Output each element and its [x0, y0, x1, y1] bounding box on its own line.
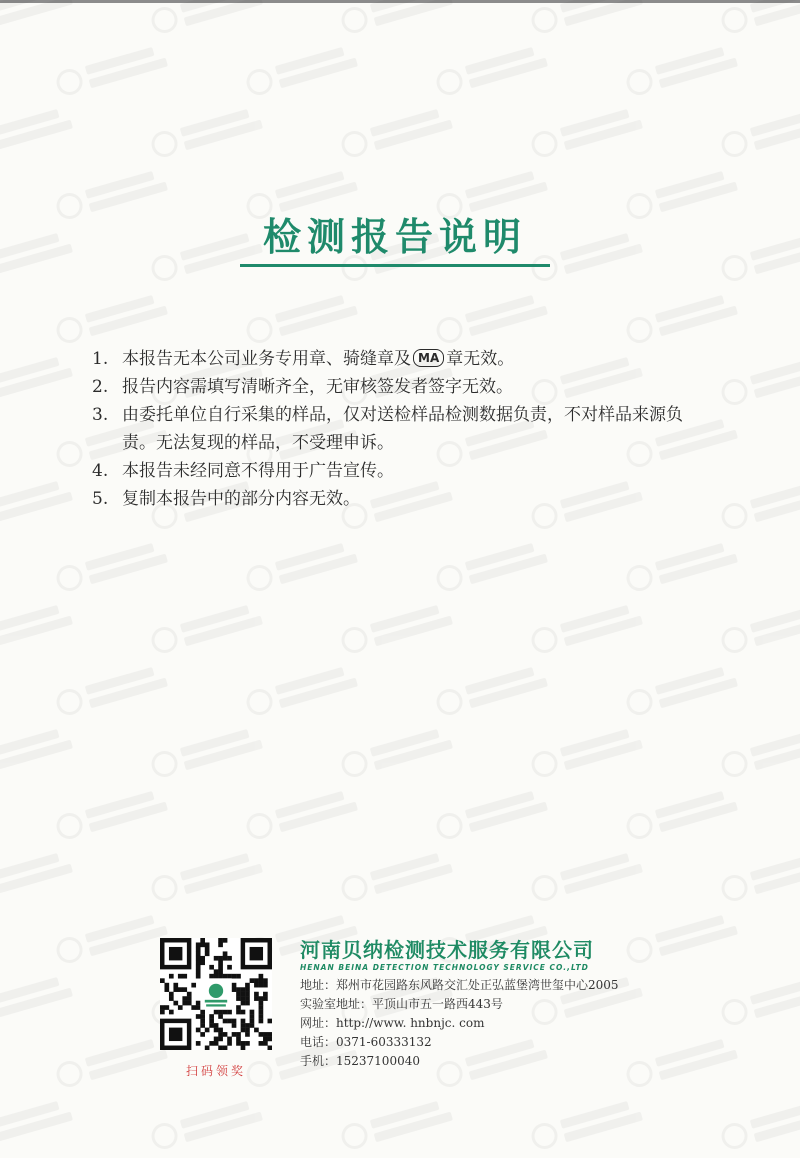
watermark-logo [337, 0, 462, 42]
company-name: 河南贝纳检测技术服务有限公司 [300, 938, 594, 962]
watermark-logo [242, 284, 367, 352]
watermark-logo [147, 718, 272, 786]
watermark-logo [622, 160, 747, 228]
watermark-logo [717, 470, 800, 538]
watermark-logo [242, 656, 367, 724]
watermark-logo [52, 1028, 177, 1096]
watermark-logo [0, 842, 83, 910]
watermark-logo [147, 1090, 272, 1158]
watermark-logo [622, 656, 747, 724]
watermark-logo [52, 904, 177, 972]
watermark-logo [527, 594, 652, 662]
watermark-logo [242, 36, 367, 104]
watermark-logo [0, 966, 83, 1034]
note-item-2 [92, 373, 712, 401]
watermark-logo [432, 780, 557, 848]
note-item-4 [92, 457, 712, 485]
watermark-logo [527, 0, 652, 42]
title-underline [240, 264, 550, 267]
watermark-logo [717, 966, 800, 1034]
note-text: 本报告未经同意不得用于广告宣传。 [122, 461, 394, 481]
watermark-logo [432, 656, 557, 724]
note-text-after: 章无效。 [446, 349, 515, 369]
qr-code[interactable] [160, 938, 272, 1050]
watermark-logo [432, 284, 557, 352]
watermark-logo [242, 780, 367, 848]
watermark-logo [717, 222, 800, 290]
watermark-logo [527, 98, 652, 166]
note-text-before: 本报告无本公司业务专用章、骑缝章及 [122, 349, 411, 369]
qr-code-icon [160, 938, 272, 1050]
watermark-logo [0, 346, 83, 414]
watermark-logo [337, 98, 462, 166]
watermark-logo [717, 98, 800, 166]
company-info [300, 938, 680, 1071]
watermark-logo [0, 222, 83, 290]
watermark-logo [717, 0, 800, 42]
watermark-logo [717, 718, 800, 786]
note-text: 复制本报告中的部分内容无效。 [122, 489, 360, 509]
note-number: 4. [92, 461, 109, 481]
ma-seal-icon: MA [413, 349, 444, 367]
notes-list [92, 345, 712, 513]
watermark-logo [337, 718, 462, 786]
watermark-logo [0, 0, 83, 42]
watermark-logo [622, 36, 747, 104]
phone: 电话：0371-60333132 [300, 1035, 432, 1049]
note-number: 1. [92, 349, 109, 369]
watermark-logo [527, 718, 652, 786]
note-text [122, 345, 712, 373]
watermark-logo [622, 284, 747, 352]
mobile: 手机：15237100040 [300, 1054, 420, 1068]
lab-address: 实验室地址：平顶山市五一路西443号 [300, 997, 503, 1011]
watermark-logo [52, 284, 177, 352]
page-title: 检测报告说明 [262, 214, 527, 259]
note-number: 2. [92, 377, 109, 397]
watermark-logo [717, 594, 800, 662]
note-item-3 [92, 401, 712, 457]
watermark-logo [147, 842, 272, 910]
watermark-logo [0, 1090, 83, 1158]
watermark-logo [0, 470, 83, 538]
watermark-logo [717, 1090, 800, 1158]
watermark-logo [52, 160, 177, 228]
watermark-logo [147, 98, 272, 166]
watermark-logo [147, 594, 272, 662]
watermark-logo [52, 780, 177, 848]
note-item-1 [92, 345, 712, 373]
watermark-logo [337, 1090, 462, 1158]
watermark-logo [622, 780, 747, 848]
note-item-5 [92, 485, 712, 513]
watermark-logo [52, 656, 177, 724]
watermark-logo [717, 842, 800, 910]
note-number: 3. [92, 405, 109, 425]
top-border-line [0, 0, 800, 3]
watermark-logo [337, 594, 462, 662]
website[interactable]: 网址：http://www. hnbnjc. com [300, 1016, 485, 1030]
watermark-logo [52, 532, 177, 600]
watermark-logo [527, 1090, 652, 1158]
title-block [240, 212, 550, 267]
qr-caption: 扫码领奖 [185, 1064, 246, 1078]
watermark-logo [717, 346, 800, 414]
watermark-logo [0, 98, 83, 166]
watermark-logo [147, 0, 272, 42]
note-text: 报告内容需填写清晰齐全，无审核签发者签字无效。 [122, 377, 513, 397]
watermark-logo [52, 36, 177, 104]
company-name-en: HENAN BEINA DETECTION TECHNOLOGY SERVICE CO.,LTD [300, 963, 589, 972]
company-address: 地址：郑州市花园路东风路交汇处正弘蓝堡湾世玺中心2005 [300, 978, 619, 992]
watermark-logo [622, 532, 747, 600]
watermark-logo [0, 718, 83, 786]
note-number: 5. [92, 489, 109, 509]
watermark-logo [0, 594, 83, 662]
watermark-logo [242, 532, 367, 600]
watermark-logo [432, 532, 557, 600]
watermark-logo [432, 36, 557, 104]
footer [160, 938, 680, 1088]
watermark-logo [527, 842, 652, 910]
note-text: 由委托单位自行采集的样品，仅对送检样品检测数据负责，不对样品来源负责。无法复现的样品，不受理申诉。 [122, 405, 683, 453]
watermark-logo [337, 842, 462, 910]
